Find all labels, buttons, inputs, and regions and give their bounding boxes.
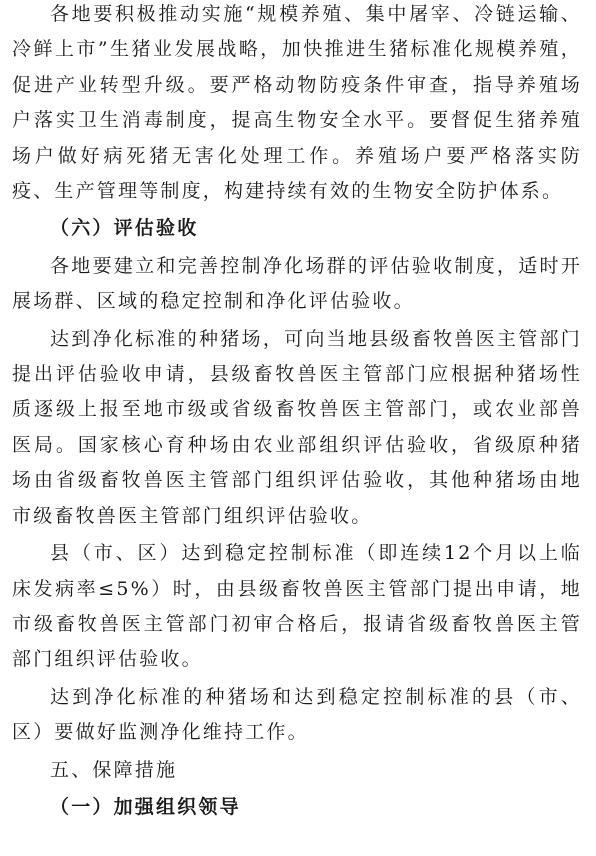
paragraph-county-stable-control: 县（市、区）达到稳定控制标准（即连续12个月以上临床发病率≤5%）时，由县级畜牧兽医主管部门提出申请，地市级畜牧兽医主管部门初审合格后，报请省级畜牧兽医主管部门组织评估验收。 xyxy=(12,542,582,671)
paragraph-biosecurity: 各地要积极推动实施“规模养殖、集中屠宰、冷链运输、冷鲜上市”生猪业发展战略，加快推进生猪标准化规模养殖，促进产业转型升级。要严格动物防疫条件审查，指导养殖场户落实卫生消毒制度，提高生物安全水平。要督促生猪养殖场户做好病死猪无害化处理工作。养殖场户要严格落实防疫、生产管理等制度，构建持续有效的生物安全防护体系。 xyxy=(12,3,582,203)
paragraph-maintenance: 达到净化标准的种猪场和达到稳定控制标准的县（市、区）要做好监测净化维持工作。 xyxy=(12,685,582,744)
subheading-evaluation-acceptance: （六）评估验收 xyxy=(50,217,199,240)
subheading-strengthen-leadership: （一）加强组织领导 xyxy=(50,795,241,818)
paragraph-breeding-farm-application: 达到净化标准的种猪场，可向当地县级畜牧兽医主管部门提出评估验收申请，县级畜牧兽医主管部门应根据种猪场性质逐级上报至地市级或省级畜牧兽医主管部门，或农业部兽医局。国家核心育种场由农业部组织评估验收，省级原种猪场由省级畜牧兽医主管部门组织评估验收，其他种猪场由地市级畜牧兽医主管部门组织评估验收。 xyxy=(12,327,582,527)
section-heading-safeguards: 五、保障措施 xyxy=(50,758,178,781)
paragraph-evaluation-system: 各地要建立和完善控制净化场群的评估验收制度，适时开展场群、区域的稳定控制和净化评估验收。 xyxy=(12,254,582,313)
